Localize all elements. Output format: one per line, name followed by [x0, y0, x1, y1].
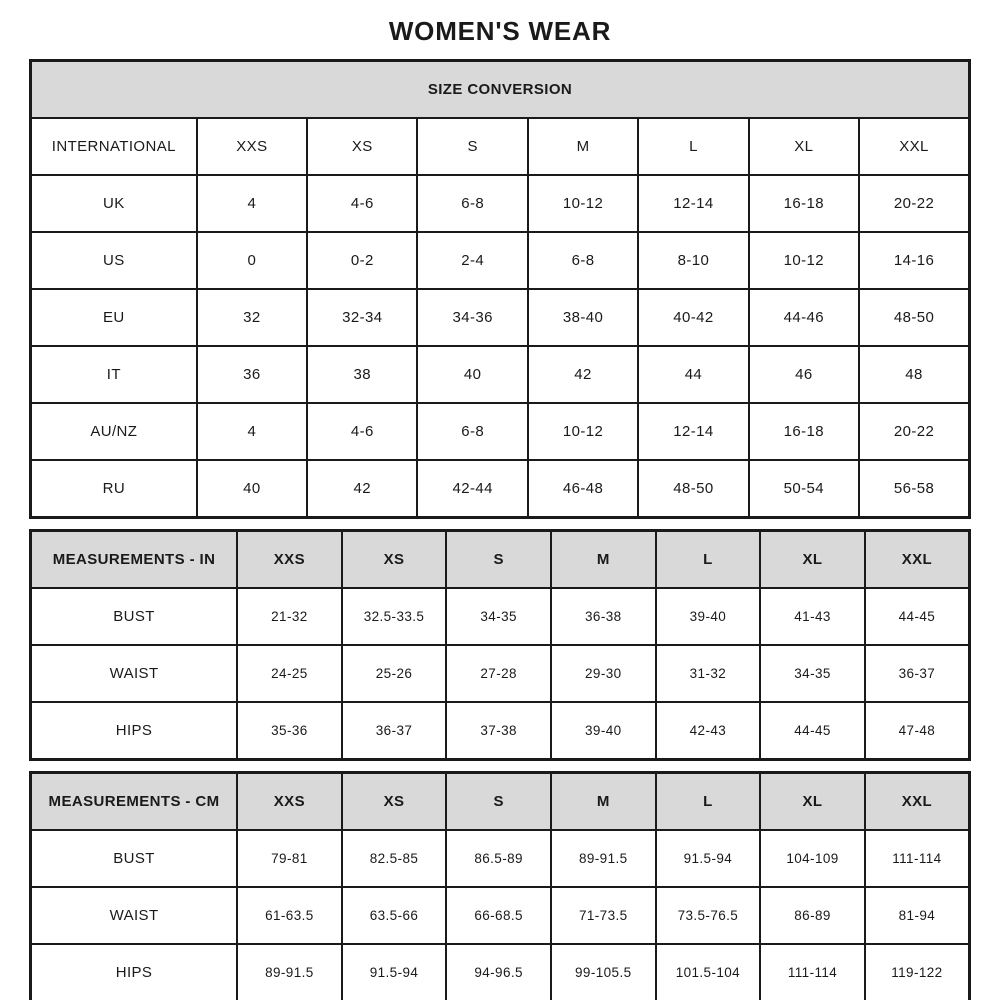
value-cell: 12-14	[638, 403, 748, 460]
value-cell: 48-50	[638, 460, 748, 518]
value-cell: 119-122	[865, 944, 970, 1000]
size-column-header: XXL	[865, 531, 970, 589]
value-cell: 91.5-94	[342, 944, 447, 1000]
value-cell: 12-14	[638, 175, 748, 232]
value-cell: 8-10	[638, 232, 748, 289]
value-cell: 10-12	[749, 232, 859, 289]
size-column-header: S	[417, 118, 527, 175]
value-cell: 36-37	[342, 702, 447, 760]
value-cell: 40	[417, 346, 527, 403]
size-column-header: S	[446, 531, 551, 589]
value-cell: 36	[197, 346, 307, 403]
row-label: HIPS	[31, 944, 238, 1000]
value-cell: 0	[197, 232, 307, 289]
value-cell: 21-32	[237, 588, 342, 645]
value-cell: 27-28	[446, 645, 551, 702]
value-cell: 82.5-85	[342, 830, 447, 887]
value-cell: 29-30	[551, 645, 656, 702]
value-cell: 34-35	[446, 588, 551, 645]
value-cell: 31-32	[656, 645, 761, 702]
value-cell: 50-54	[749, 460, 859, 518]
value-cell: 91.5-94	[656, 830, 761, 887]
value-cell: 42-43	[656, 702, 761, 760]
table-row	[31, 289, 970, 346]
value-cell: 10-12	[528, 175, 638, 232]
value-cell: 79-81	[237, 830, 342, 887]
value-cell: 2-4	[417, 232, 527, 289]
value-cell: 38-40	[528, 289, 638, 346]
size-column-header: XL	[760, 773, 865, 831]
measurements-in-header-row	[31, 531, 970, 589]
value-cell: 46	[749, 346, 859, 403]
table-row	[31, 887, 970, 944]
size-column-header: XXL	[859, 118, 969, 175]
row-label: HIPS	[31, 702, 238, 760]
value-cell: 94-96.5	[446, 944, 551, 1000]
size-column-header: M	[551, 773, 656, 831]
value-cell: 44-46	[749, 289, 859, 346]
size-conversion-banner-row	[31, 61, 970, 119]
size-column-header: M	[551, 531, 656, 589]
size-column-header: XS	[342, 531, 447, 589]
table-row	[31, 588, 970, 645]
table-row	[31, 403, 970, 460]
measurements-cm-title-cell: MEASUREMENTS - CM	[31, 773, 238, 831]
value-cell: 39-40	[551, 702, 656, 760]
value-cell: 35-36	[237, 702, 342, 760]
size-column-header: L	[656, 531, 761, 589]
value-cell: 36-37	[865, 645, 970, 702]
value-cell: 42	[307, 460, 417, 518]
page-title: WOMEN'S WEAR	[388, 16, 612, 46]
value-cell: 4-6	[307, 175, 417, 232]
value-cell: 40	[197, 460, 307, 518]
value-cell: 20-22	[859, 403, 969, 460]
table-row	[31, 944, 970, 1000]
value-cell: 47-48	[865, 702, 970, 760]
value-cell: 89-91.5	[551, 830, 656, 887]
value-cell: 48-50	[859, 289, 969, 346]
size-column-header: XXS	[237, 773, 342, 831]
value-cell: 16-18	[749, 403, 859, 460]
size-column-header: XXS	[237, 531, 342, 589]
row-label: WAIST	[31, 887, 238, 944]
table-row	[31, 645, 970, 702]
value-cell: 20-22	[859, 175, 969, 232]
measurements-cm-table	[29, 771, 971, 1000]
row-label: IT	[31, 346, 197, 403]
value-cell: 32	[197, 289, 307, 346]
value-cell: 81-94	[865, 887, 970, 944]
value-cell: 104-109	[760, 830, 865, 887]
value-cell: 56-58	[859, 460, 969, 518]
value-cell: 32-34	[307, 289, 417, 346]
value-cell: 37-38	[446, 702, 551, 760]
value-cell: 61-63.5	[237, 887, 342, 944]
value-cell: 6-8	[417, 403, 527, 460]
row-label: AU/NZ	[31, 403, 197, 460]
value-cell: 42	[528, 346, 638, 403]
value-cell: 36-38	[551, 588, 656, 645]
value-cell: 66-68.5	[446, 887, 551, 944]
measurements-cm-header-row	[31, 773, 970, 831]
size-column-header: XL	[749, 118, 859, 175]
row-label: BUST	[31, 830, 238, 887]
value-cell: 101.5-104	[656, 944, 761, 1000]
size-column-header: XS	[307, 118, 417, 175]
value-cell: 24-25	[237, 645, 342, 702]
value-cell: 4	[197, 403, 307, 460]
value-cell: 4	[197, 175, 307, 232]
table-row	[31, 460, 970, 518]
row-label: US	[31, 232, 197, 289]
size-column-header: M	[528, 118, 638, 175]
row-label: WAIST	[31, 645, 238, 702]
value-cell: 34-36	[417, 289, 527, 346]
size-conversion-header-row	[31, 118, 970, 175]
row-label: RU	[31, 460, 197, 518]
measurements-in-table	[29, 529, 971, 761]
table-row	[31, 830, 970, 887]
value-cell: 44-45	[760, 702, 865, 760]
value-cell: 34-35	[760, 645, 865, 702]
value-cell: 99-105.5	[551, 944, 656, 1000]
table-row	[31, 702, 970, 760]
table-row	[31, 232, 970, 289]
value-cell: 6-8	[417, 175, 527, 232]
value-cell: 14-16	[859, 232, 969, 289]
value-cell: 41-43	[760, 588, 865, 645]
measurements-in-title-cell: MEASUREMENTS - IN	[31, 531, 238, 589]
size-conversion-title-cell: INTERNATIONAL	[31, 118, 197, 175]
value-cell: 44-45	[865, 588, 970, 645]
value-cell: 10-12	[528, 403, 638, 460]
size-column-header: XXS	[197, 118, 307, 175]
value-cell: 73.5-76.5	[656, 887, 761, 944]
value-cell: 16-18	[749, 175, 859, 232]
value-cell: 4-6	[307, 403, 417, 460]
table-row	[31, 175, 970, 232]
size-column-header: S	[446, 773, 551, 831]
value-cell: 89-91.5	[237, 944, 342, 1000]
value-cell: 86.5-89	[446, 830, 551, 887]
value-cell: 63.5-66	[342, 887, 447, 944]
row-label: UK	[31, 175, 197, 232]
size-conversion-table	[29, 59, 971, 519]
size-conversion-banner: SIZE CONVERSION	[31, 61, 970, 119]
value-cell: 0-2	[307, 232, 417, 289]
size-column-header: L	[638, 118, 748, 175]
row-label: EU	[31, 289, 197, 346]
value-cell: 48	[859, 346, 969, 403]
value-cell: 111-114	[760, 944, 865, 1000]
value-cell: 46-48	[528, 460, 638, 518]
value-cell: 86-89	[760, 887, 865, 944]
value-cell: 39-40	[656, 588, 761, 645]
value-cell: 111-114	[865, 830, 970, 887]
value-cell: 25-26	[342, 645, 447, 702]
size-column-header: XS	[342, 773, 447, 831]
value-cell: 32.5-33.5	[342, 588, 447, 645]
size-column-header: XL	[760, 531, 865, 589]
value-cell: 42-44	[417, 460, 527, 518]
value-cell: 38	[307, 346, 417, 403]
row-label: BUST	[31, 588, 238, 645]
value-cell: 44	[638, 346, 748, 403]
value-cell: 71-73.5	[551, 887, 656, 944]
size-column-header: XXL	[865, 773, 970, 831]
value-cell: 6-8	[528, 232, 638, 289]
value-cell: 40-42	[638, 289, 748, 346]
size-column-header: L	[656, 773, 761, 831]
table-row	[31, 346, 970, 403]
